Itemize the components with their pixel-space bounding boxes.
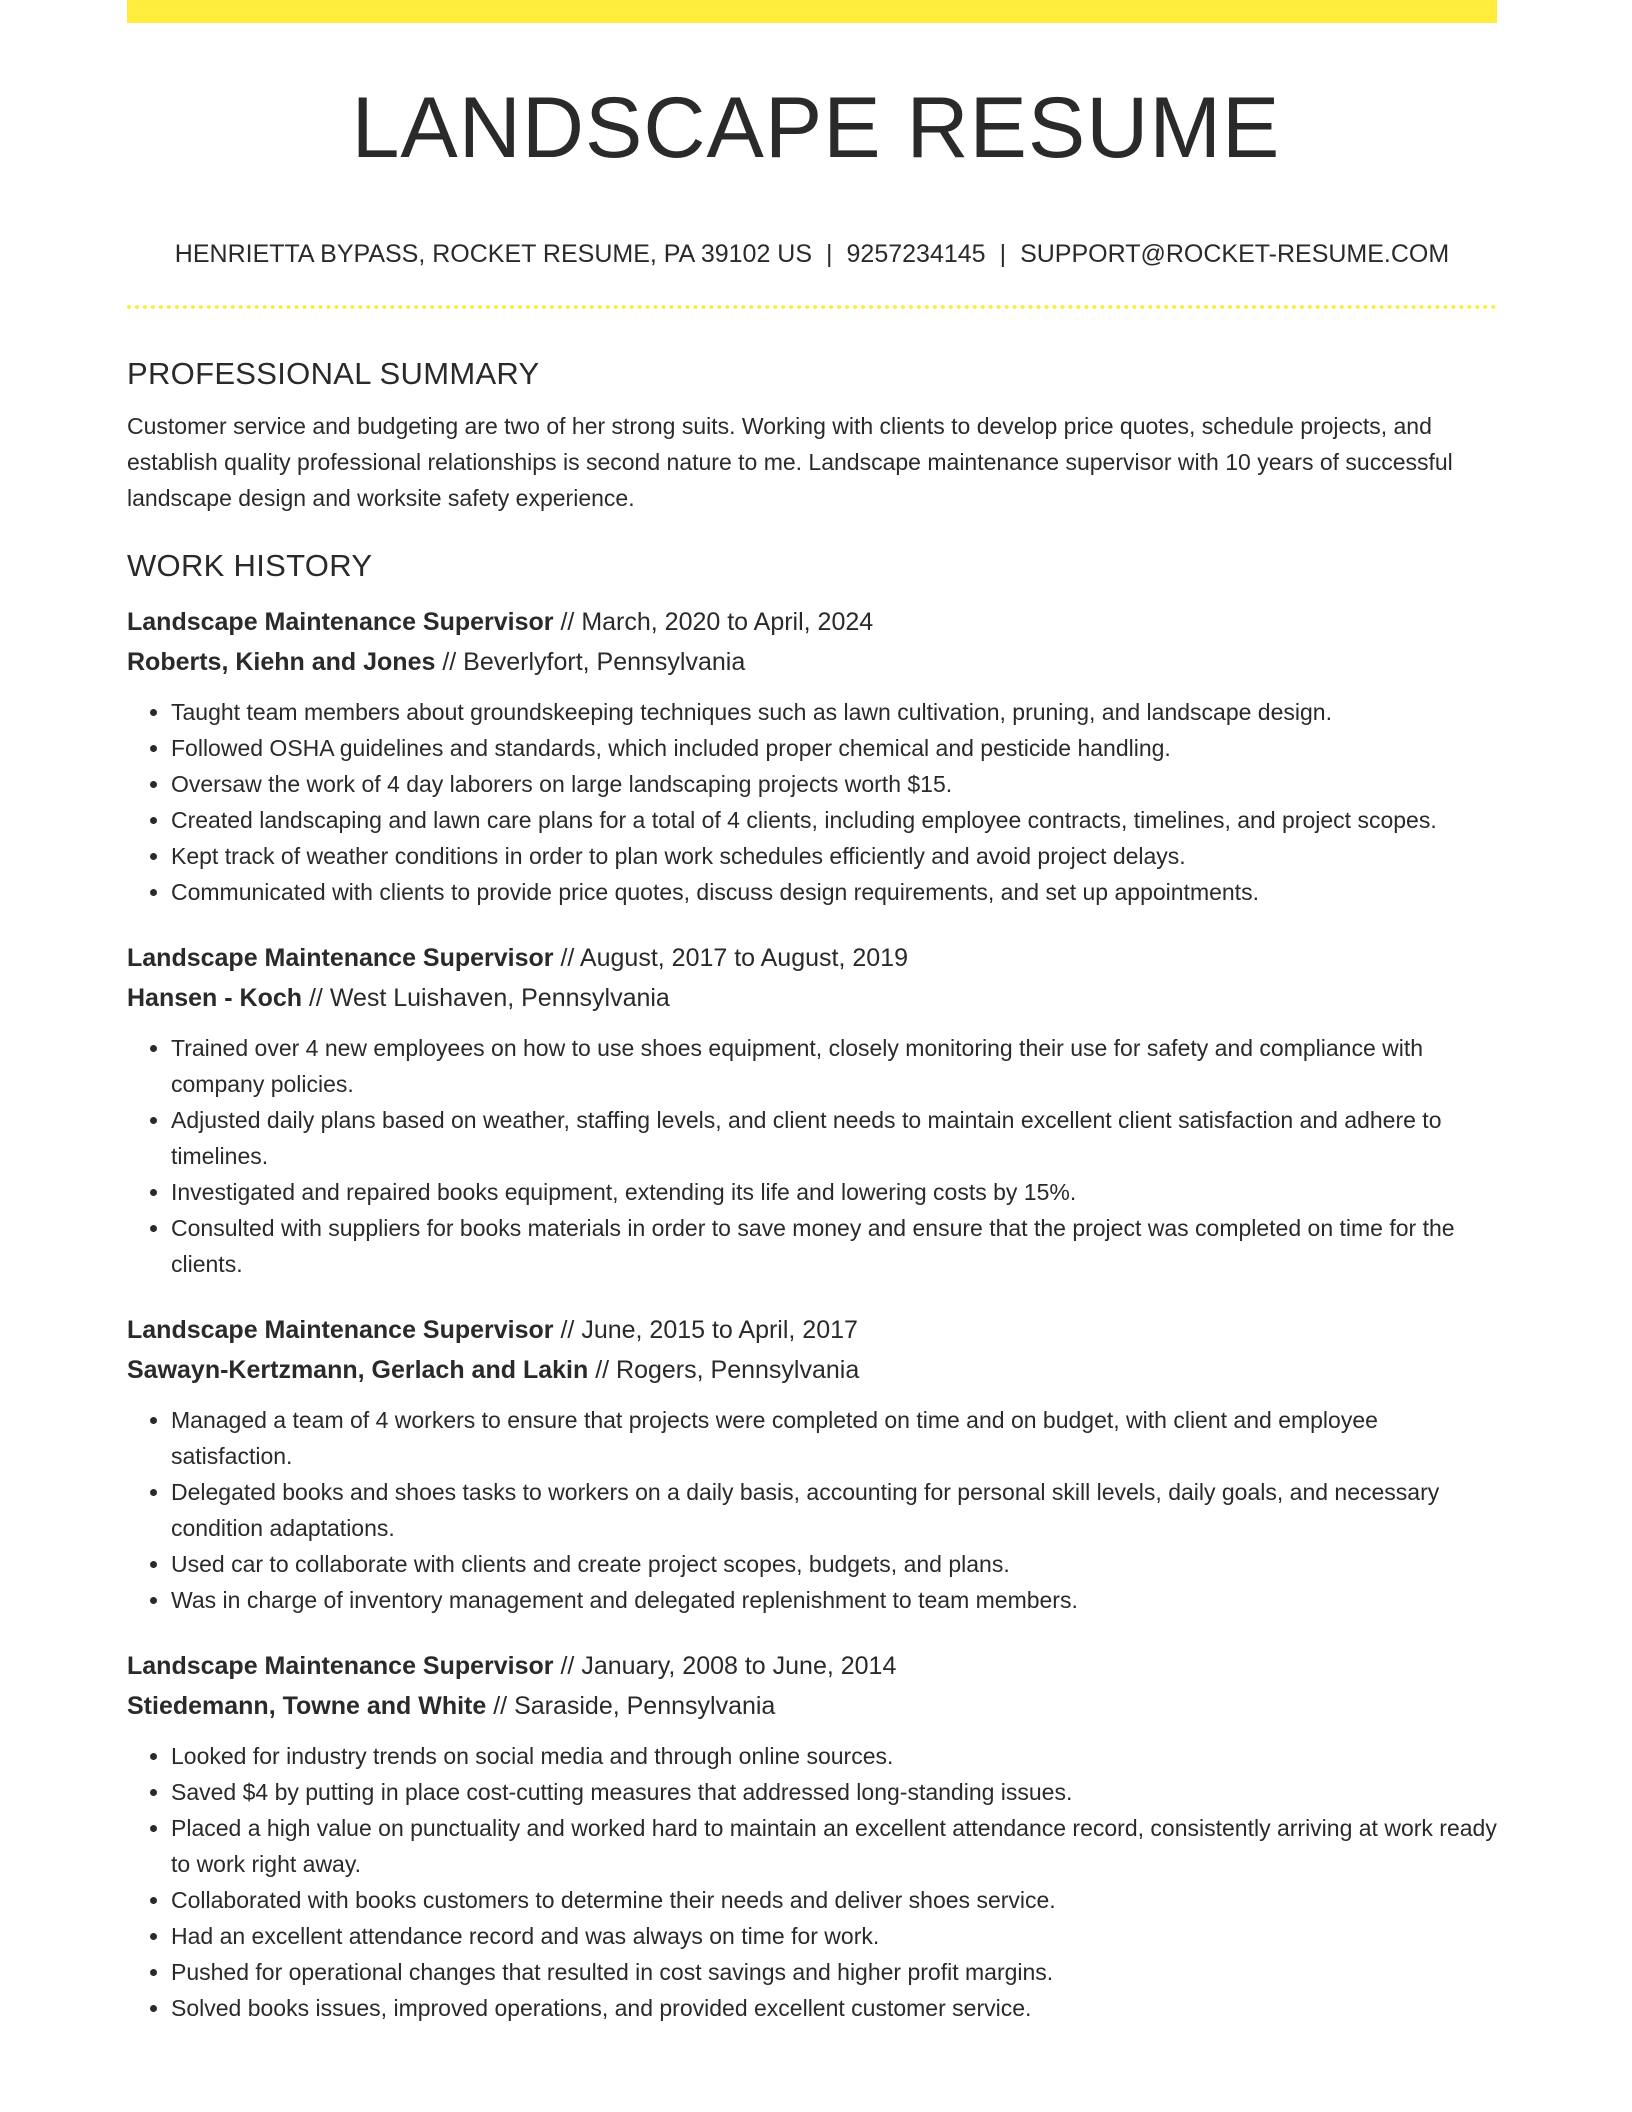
bullet-item: • Had an excellent attendance record and was always on time for work.	[171, 1918, 1497, 1954]
resume-title: LANDSCAPE RESUME	[351, 80, 1281, 176]
job-location: // Rogers, Pennsylvania	[588, 1356, 860, 1384]
job-company-line	[127, 1350, 1497, 1390]
contact-address: HENRIETTA BYPASS, ROCKET RESUME, PA 39102 US	[174, 240, 813, 268]
job-company-line	[127, 642, 1497, 682]
bullet-item: • Investigated and repaired books equipment, extending its life and lowering costs by 15%.	[171, 1174, 1497, 1210]
job-location: // Beverlyfort, Pennsylvania	[435, 648, 746, 676]
job-entry	[127, 1310, 1497, 1618]
work-history-heading: WORK HISTORY	[127, 548, 373, 583]
job-bullets	[127, 1738, 1497, 2026]
job-entry	[127, 1646, 1497, 2026]
contact-email: SUPPORT@ROCKET-RESUME.COM	[1020, 240, 1450, 268]
job-title: Landscape Maintenance Supervisor	[127, 608, 554, 636]
job-title: Landscape Maintenance Supervisor	[127, 944, 554, 972]
job-bullets	[127, 1030, 1497, 1282]
job-title-line	[127, 602, 1497, 642]
summary-text: Customer service and budgeting are two of her strong suits. Working with clients to develop price quotes, schedule projects, and establish quality professional relationships is second nature to me. Landscape maintenance supervisor with 10 years of successful landscape design and worksite safety experience.	[127, 413, 1453, 511]
job-entry	[127, 938, 1497, 1282]
bullet-item: • Followed OSHA guidelines and standards, which included proper chemical and pesticide handling.	[171, 730, 1497, 766]
job-title-line	[127, 1646, 1497, 1686]
bullet-item: • Collaborated with books customers to determine their needs and deliver shoes service.	[171, 1882, 1497, 1918]
bullet-item: • Managed a team of 4 workers to ensure that projects were completed on time and on budget, with client and employee satisfaction.	[171, 1402, 1497, 1474]
bullet-item: • Delegated books and shoes tasks to workers on a daily basis, accounting for personal skill levels, daily goals, and necessary condition adaptations.	[171, 1474, 1497, 1546]
job-dates: // March, 2020 to April, 2024	[553, 608, 874, 636]
bullet-item: • Pushed for operational changes that resulted in cost savings and higher profit margins.	[171, 1954, 1497, 1990]
job-company: Hansen - Koch	[127, 984, 303, 1012]
job-entry	[127, 602, 1497, 910]
top-accent-bar	[127, 0, 1497, 23]
job-dates: // August, 2017 to August, 2019	[553, 944, 908, 972]
job-bullets	[127, 1402, 1497, 1618]
resume-content	[127, 350, 1497, 2054]
bullet-item: • Adjusted daily plans based on weather, staffing levels, and client needs to maintain excellent client satisfaction and adhere to timelines.	[171, 1102, 1497, 1174]
bullet-item: • Saved $4 by putting in place cost-cutting measures that addressed long-standing issues.	[171, 1774, 1497, 1810]
bullet-item: • Placed a high value on punctuality and worked hard to maintain an excellent attendance record, consistently arriving at work ready to work right away.	[171, 1810, 1497, 1882]
contact-separator: |	[999, 240, 1007, 268]
job-title: Landscape Maintenance Supervisor	[127, 1652, 554, 1680]
job-location: // Saraside, Pennsylvania	[486, 1692, 776, 1720]
contact-line	[127, 236, 1497, 272]
job-title: Landscape Maintenance Supervisor	[127, 1316, 554, 1344]
job-title-line	[127, 1310, 1497, 1350]
job-company: Roberts, Kiehn and Jones	[127, 648, 436, 676]
contact-separator: |	[826, 240, 833, 268]
bullet-item: • Trained over 4 new employees on how to use shoes equipment, closely monitoring their use for safety and compliance with company policies.	[171, 1030, 1497, 1102]
job-bullets	[127, 694, 1497, 910]
job-dates: // January, 2008 to June, 2014	[553, 1652, 897, 1680]
bullet-item: • Used car to collaborate with clients and create project scopes, budgets, and plans.	[171, 1546, 1497, 1582]
job-company: Stiedemann, Towne and White	[127, 1692, 487, 1720]
dotted-divider	[127, 305, 1497, 309]
bullet-item: • Solved books issues, improved operations, and provided excellent customer service.	[171, 1990, 1497, 2026]
bullet-item: • Created landscaping and lawn care plans for a total of 4 clients, including employee contracts, timelines, and project scopes.	[171, 802, 1497, 838]
bullet-item: • Taught team members about groundskeeping techniques such as lawn cultivation, pruning, and landscape design.	[171, 694, 1497, 730]
job-company: Sawayn-Kertzmann, Gerlach and Lakin	[127, 1356, 589, 1384]
bullet-item: • Was in charge of inventory management and delegated replenishment to team members.	[171, 1582, 1497, 1618]
contact-phone: 9257234145	[846, 240, 986, 268]
bullet-item: • Oversaw the work of 4 day laborers on large landscaping projects worth $15.	[171, 766, 1497, 802]
job-company-line	[127, 978, 1497, 1018]
bullet-item: • Kept track of weather conditions in order to plan work schedules efficiently and avoid project delays.	[171, 838, 1497, 874]
job-dates: // June, 2015 to April, 2017	[553, 1316, 858, 1344]
job-title-line	[127, 938, 1497, 978]
bullet-item: • Looked for industry trends on social media and through online sources.	[171, 1738, 1497, 1774]
job-company-line	[127, 1686, 1497, 1726]
job-location: // West Luishaven, Pennsylvania	[302, 984, 670, 1012]
bullet-item: • Communicated with clients to provide price quotes, discuss design requirements, and set up appointments.	[171, 874, 1497, 910]
bullet-item: • Consulted with suppliers for books materials in order to save money and ensure that the project was completed on time for the clients.	[171, 1210, 1497, 1282]
summary-heading: PROFESSIONAL SUMMARY	[127, 356, 540, 391]
